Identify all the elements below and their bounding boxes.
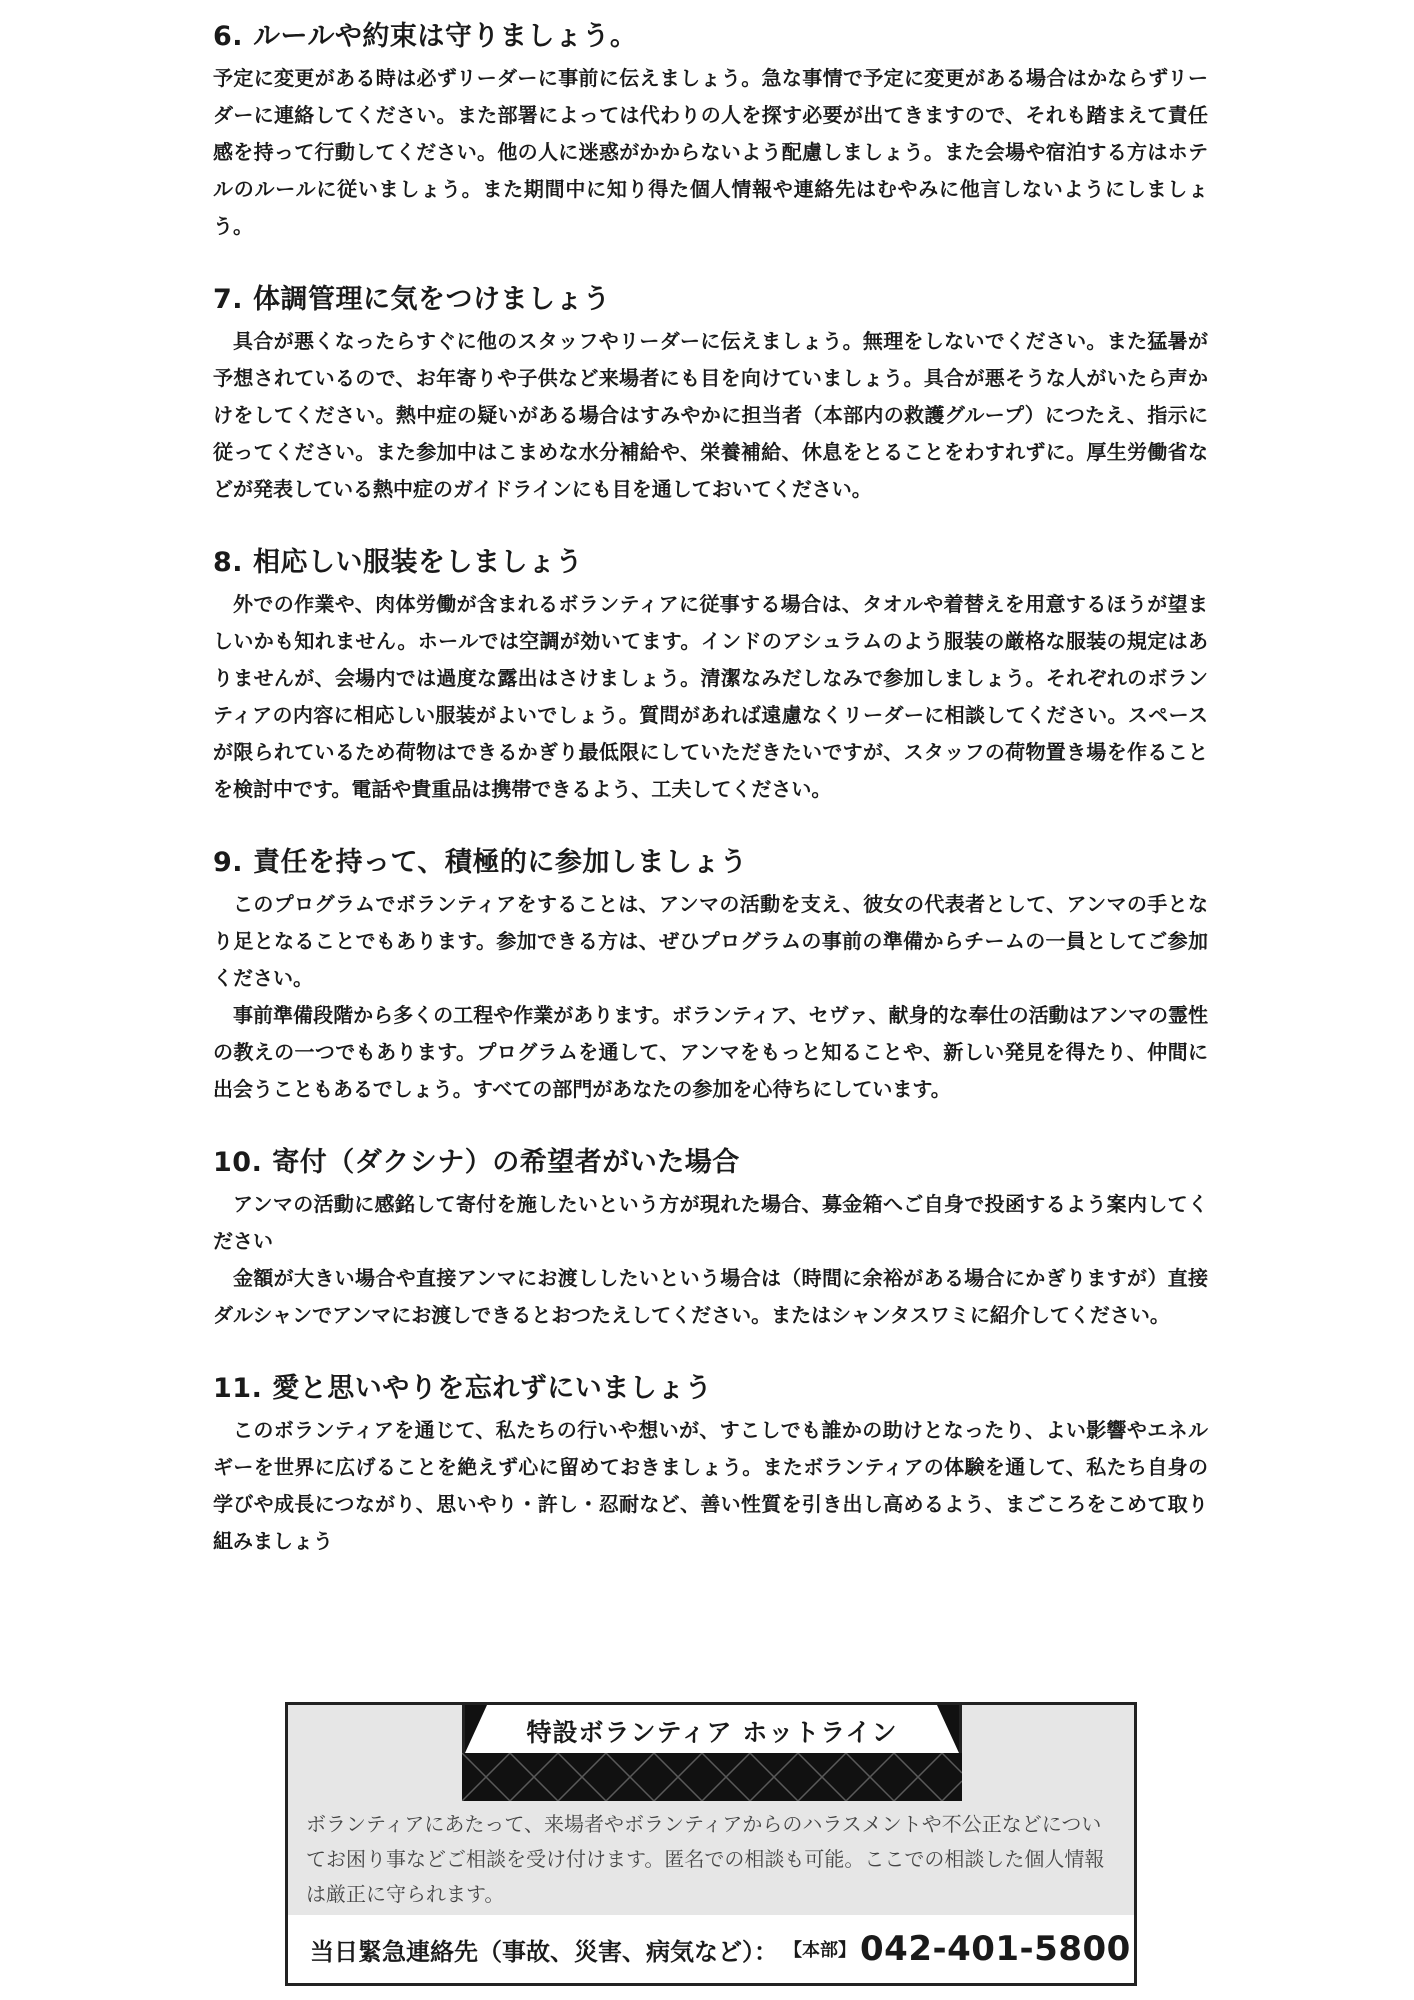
section-paragraph: 具合が悪くなったらすぐに他のスタッフやリーダーに伝えましょう。無理をしないでください。また猛暑が予想されているので、お年寄りや子供など来場者にも目を向けていましょう。具合が悪そうな人がいたら声かけをしてください。熱中症の疑いがある場合はすみやかに担当者（本部内の救護グループ）につたえ、指示に従ってください。また参加中はこまめな水分補給や、栄養補給、休息をとることをわすれずに。厚生労働省などが発表している熱中症のガイドラインにも目を通しておいてください。	[213, 329, 1208, 501]
section-7	[213, 281, 1208, 508]
section-11	[213, 1370, 1208, 1560]
section-heading: 10. 寄付（ダクシナ）の希望者がいた場合	[213, 1147, 740, 1178]
hotline-banner	[462, 1705, 962, 1753]
redacted-contact	[462, 1753, 962, 1801]
emergency-phone: 042-401-5800	[860, 1929, 1131, 1969]
section-paragraph: アンマの活動に感銘して寄付を施したいという方が現れた場合、募金箱へご自身で投函するよう案内してください	[213, 1192, 1208, 1253]
section-heading: 9. 責任を持って、積極的に参加しましょう	[213, 847, 748, 878]
section-paragraph: 外での作業や、肉体労働が含まれるボランティアに従事する場合は、タオルや着替えを用意するほうが望ましいかも知れません。ホールでは空調が効いてます。インドのアシュラムのよう服装の厳格な服装の規定はありませんが、会場内では過度な露出はさけましょう。清潔なみだしなみで参加しましょう。それぞれのボランティアの内容に相応しい服装がよいでしょう。質問があれば遠慮なくリーダーに相談してください。スペースが限られているため荷物はできるかぎり最低限にしていただきたいですが、スタッフの荷物置き場を作ることを検討中です。電話や貴重品は携帯できるよう、工夫してください。	[213, 592, 1208, 801]
section-8	[213, 544, 1208, 808]
hotline-box	[285, 1702, 1137, 1986]
section-heading: 7. 体調管理に気をつけましょう	[213, 284, 611, 315]
section-paragraph: このボランティアを通じて、私たちの行いや想いが、すこしでも誰かの助けとなったり、よい影響やエネルギーを世界に広げることを絶えず心に留めておきましょう。またボランティアの体験を通して、私たち自身の学びや成長につながり、思いやり・許し・忍耐など、善い性質を引き出し高めるよう、まごころをこめて取り組みましょう	[213, 1418, 1208, 1553]
section-heading: 6. ルールや約束は守りましょう。	[213, 21, 638, 52]
section-10	[213, 1144, 1208, 1334]
emergency-contact	[288, 1915, 1134, 1983]
section-heading: 11. 愛と思いやりを忘れずにいましょう	[213, 1373, 713, 1404]
document-body	[213, 18, 1208, 1596]
emergency-tag: 【本部】	[784, 1940, 856, 1961]
emergency-label: 当日緊急連絡先（事故、災害、病気など）：	[310, 1937, 778, 1966]
section-9	[213, 844, 1208, 1108]
section-paragraph: 事前準備段階から多くの工程や作業があります。ボランティア、セヴァ、献身的な奉仕の活動はアンマの霊性の教えの一つでもあります。プログラムを通して、アンマをもっと知ることや、新しい発見を得たり、仲間に出会うこともあるでしょう。すべての部門があなたの参加を心待ちにしています。	[213, 1003, 1208, 1101]
section-paragraph: 予定に変更がある時は必ずリーダーに事前に伝えましょう。急な事情で予定に変更がある場合はかならずリーダーに連絡してください。また部署によっては代わりの人を探す必要が出てきますので、それも踏まえて責任感を持って行動してください。他の人に迷惑がかからないよう配慮しましょう。また会場や宿泊する方はホテルのルールに従いましょう。また期間中に知り得た個人情報や連絡先はむやみに他言しないようにしましょう。	[213, 66, 1208, 238]
redaction-pattern	[462, 1753, 962, 1801]
hotline-title: 特設ボランティア ホットライン	[526, 1718, 898, 1747]
section-heading: 8. 相応しい服装をしましょう	[213, 547, 583, 578]
section-6	[213, 18, 1208, 245]
section-paragraph: 金額が大きい場合や直接アンマにお渡ししたいという場合は（時間に余裕がある場合にかぎりますが）直接ダルシャンでアンマにお渡しできるとおつたえしてください。またはシャンタスワミに紹介してください。	[213, 1266, 1208, 1327]
hotline-info-panel	[288, 1705, 1134, 1915]
section-paragraph: このプログラムでボランティアをすることは、アンマの活動を支え、彼女の代表者として、アンマの手となり足となることでもあります。参加できる方は、ぜひプログラムの事前の準備からチームの一員としてご参加ください。	[213, 892, 1208, 990]
hotline-description: ボランティアにあたって、来場者やボランティアからのハラスメントや不公正などについてお困り事などご相談を受け付けます。匿名での相談も可能。ここでの相談した個人情報は厳正に守られます。	[306, 1812, 1105, 1906]
